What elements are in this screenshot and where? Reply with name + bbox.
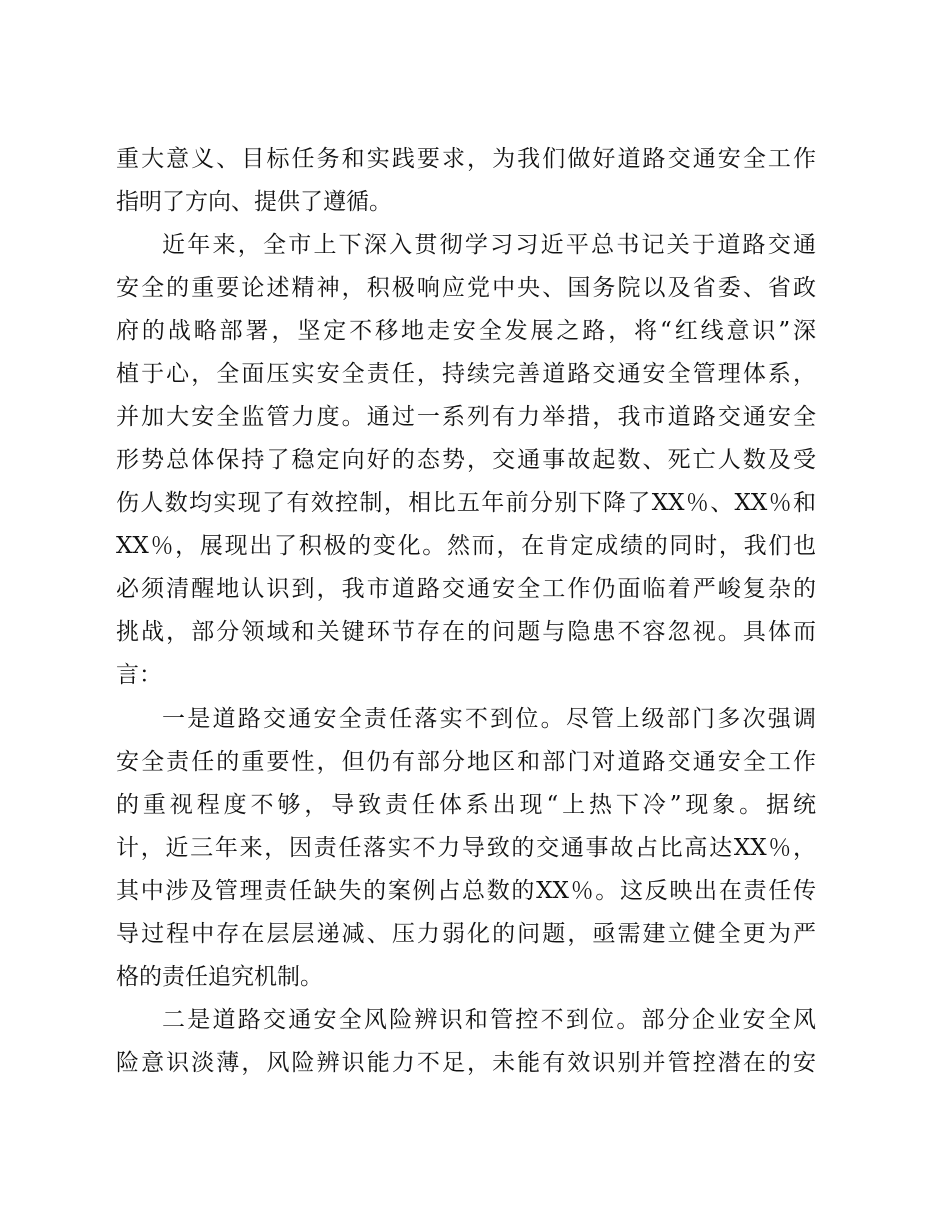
text-line: 挑战，部分领域和关键环节存在的问题与隐患不容忽视。具体而 — [116, 619, 816, 645]
text-line: 植于心，全面压实安全责任，持续完善道路交通安全管理体系， — [116, 361, 816, 387]
text-line: 指明了方向、提供了遵循。 — [116, 189, 392, 215]
text-line: 安全的重要论述精神，积极响应党中央、国务院以及省委、省政 — [116, 275, 816, 301]
text-line: 其中涉及管理责任缺失的案例占总数的XX％。这反映出在责任传 — [116, 878, 816, 904]
paragraph-first-line: 一是道路交通安全责任落实不到位。尽管上级部门多次强调 — [162, 706, 816, 732]
text-line: 安全责任的重要性，但仍有部分地区和部门对道路交通安全工作 — [116, 749, 816, 775]
paragraph-first-line: 二是道路交通安全风险辨识和管控不到位。部分企业安全风 — [162, 1007, 816, 1033]
text-line: 并加大安全监管力度。通过一系列有力举措，我市道路交通安全 — [116, 404, 816, 430]
text-line: 形势总体保持了稳定向好的态势，交通事故起数、死亡人数及受 — [116, 447, 816, 473]
text-line: 的重视程度不够，导致责任体系出现“上热下冷”现象。据统 — [116, 792, 816, 818]
text-line: 言： — [116, 662, 162, 688]
text-line: 伤人数均实现了有效控制，相比五年前分别下降了XX％、XX％和 — [116, 490, 816, 516]
text-line: 险意识淡薄，风险辨识能力不足，未能有效识别并管控潜在的安 — [116, 1050, 816, 1076]
text-line: XX％，展现出了积极的变化。然而，在肯定成绩的同时，我们也 — [116, 533, 816, 559]
paragraph-first-line: 近年来，全市上下深入贯彻学习习近平总书记关于道路交通 — [162, 232, 816, 258]
text-line: 导过程中存在层层递减、压力弱化的问题，亟需建立健全更为严 — [116, 921, 816, 947]
text-line: 必须清醒地认识到，我市道路交通安全工作仍面临着严峻复杂的 — [116, 576, 816, 602]
text-line: 计，近三年来，因责任落实不力导致的交通事故占比高达XX％， — [116, 835, 816, 861]
text-line: 重大意义、目标任务和实践要求，为我们做好道路交通安全工作 — [116, 146, 816, 172]
text-line: 府的战略部署，坚定不移地走安全发展之路，将“红线意识”深 — [116, 318, 816, 344]
text-line: 格的责任追究机制。 — [116, 964, 323, 990]
